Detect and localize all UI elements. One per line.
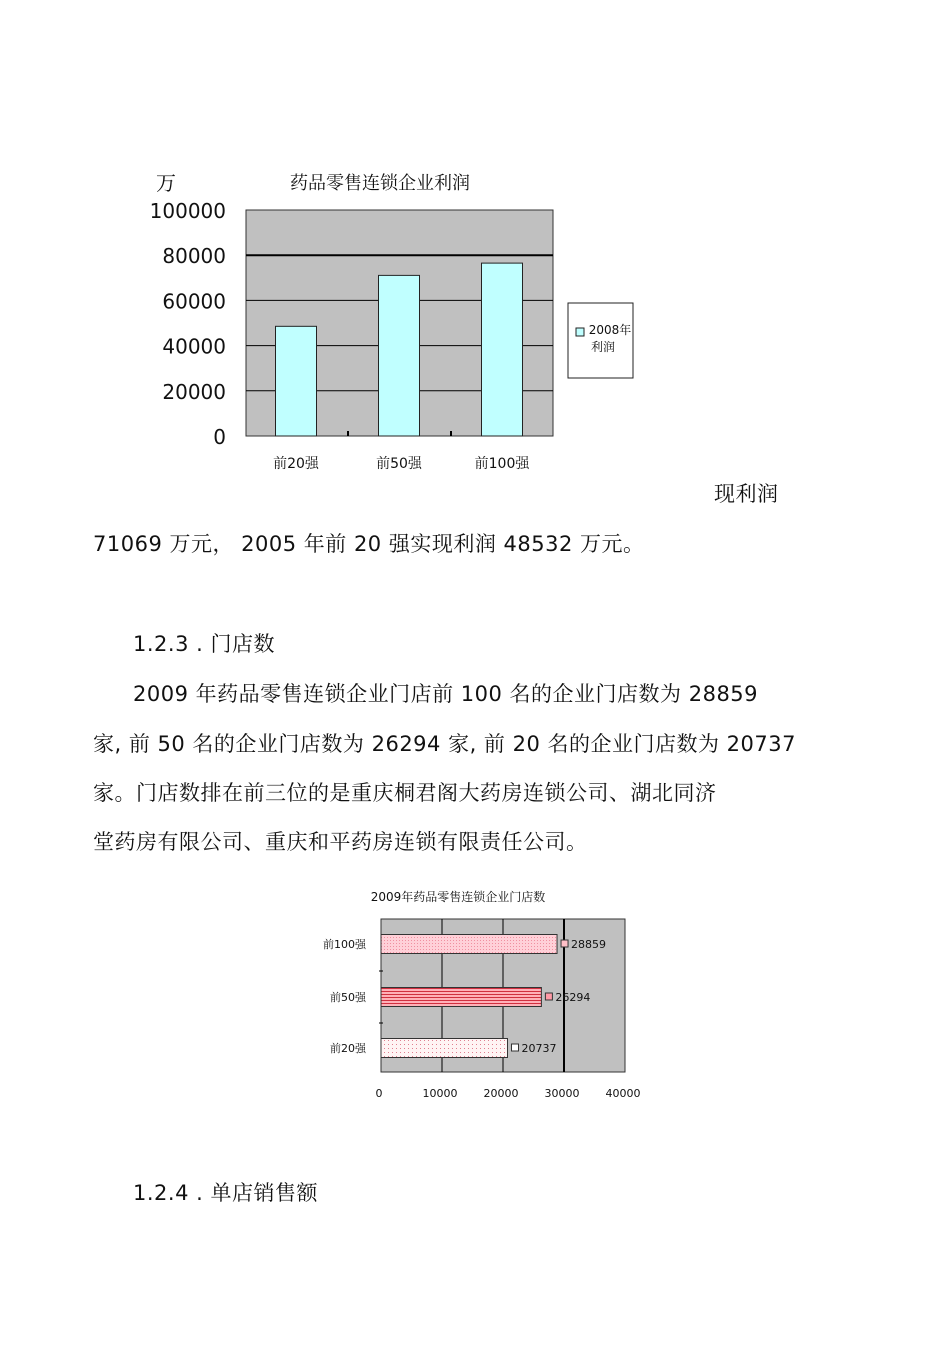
y-tick-label: 前50强 — [330, 991, 366, 1004]
bar — [381, 1039, 507, 1058]
y-tick-label: 60000 — [162, 289, 226, 314]
x-tick-label: 40000 — [605, 1087, 641, 1100]
text-fragment: 现利润 — [714, 482, 779, 506]
section-heading-1-2-3: 1.2.3 . 门店数 — [133, 632, 275, 656]
data-label-marker — [561, 940, 568, 947]
stores-paragraph-line-2: 家, 前 50 名的企业门店数为 26294 家, 前 20 名的企业门店数为 20737 — [93, 732, 796, 756]
legend-swatch — [576, 328, 584, 336]
data-label-marker — [511, 1044, 518, 1051]
x-tick-label: 10000 — [422, 1087, 458, 1100]
bar — [482, 263, 523, 436]
x-tick-label: 20000 — [483, 1087, 519, 1100]
bar — [276, 326, 317, 436]
data-label: 26294 — [555, 991, 591, 1004]
y-tick-label: 0 — [213, 425, 226, 449]
y-axis-label: 万 — [156, 171, 176, 195]
legend-label: 2008年利润 — [588, 323, 632, 354]
profit-paragraph: 71069 万元， 2005 年前 20 强实现利润 48532 万元。 — [93, 532, 645, 556]
x-tick-label: 30000 — [544, 1087, 580, 1100]
bar — [379, 275, 420, 436]
y-tick-label: 前100强 — [323, 938, 366, 951]
y-tick-label: 40000 — [162, 334, 226, 359]
y-tick-label: 20000 — [162, 379, 226, 404]
data-label: 20737 — [521, 1042, 557, 1055]
y-tick-label: 前20强 — [330, 1042, 366, 1055]
chart-title: 2009年药品零售连锁企业门店数 — [370, 890, 546, 904]
y-tick-label: 100000 — [149, 199, 226, 223]
data-label: 28859 — [571, 938, 607, 951]
profit-bar-chart — [0, 160, 950, 650]
y-tick-label: 80000 — [162, 244, 226, 269]
chart-title: 药品零售连锁企业利润 — [290, 173, 470, 194]
stores-paragraph-line-3: 家。门店数排在前三位的是重庆桐君阁大药房连锁公司、湖北同济 — [93, 781, 717, 805]
x-tick-label: 前100强 — [474, 456, 530, 472]
store-count-bar-chart — [0, 880, 950, 1110]
section-heading-1-2-4: 1.2.4 . 单店销售额 — [133, 1181, 318, 1205]
data-label-marker — [545, 993, 552, 1000]
x-tick-label: 前50强 — [376, 456, 422, 472]
bar — [381, 935, 557, 954]
x-tick-label: 前20强 — [273, 456, 319, 472]
legend — [568, 303, 633, 378]
stores-paragraph-line-4: 堂药房有限公司、重庆和平药房连锁有限责任公司。 — [93, 830, 588, 854]
bar — [381, 988, 541, 1007]
stores-paragraph-line-1: 2009 年药品零售连锁企业门店前 100 名的企业门店数为 28859 — [133, 682, 759, 706]
x-tick-label: 0 — [375, 1087, 383, 1100]
